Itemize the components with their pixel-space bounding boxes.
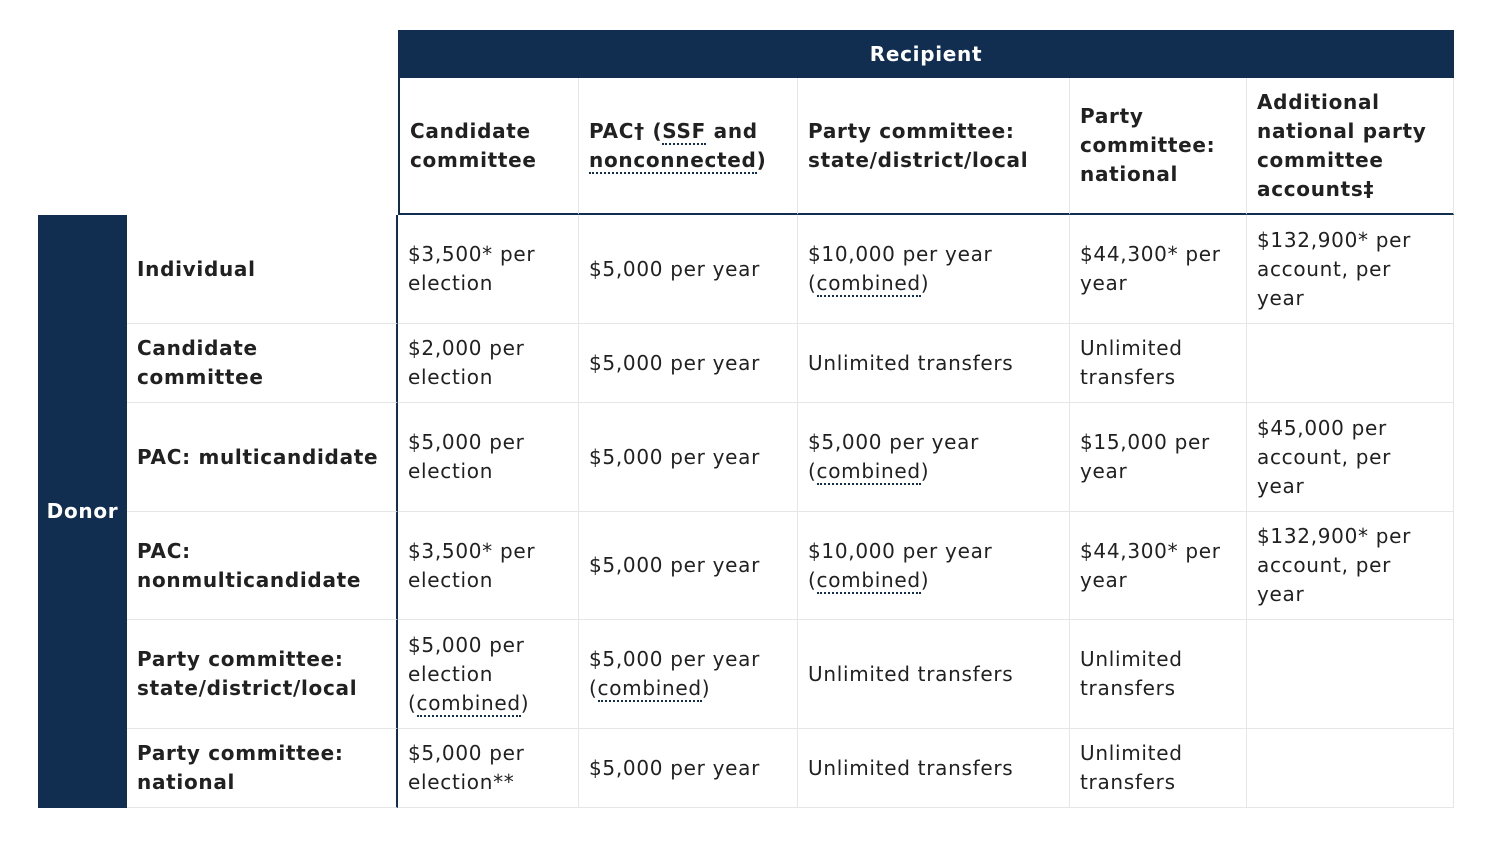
table-cell (398, 620, 579, 729)
cell-text (808, 240, 1059, 298)
text-fragment: $5,000 per year (589, 553, 761, 577)
row-header (127, 729, 398, 808)
abbreviation-term[interactable]: combined (597, 676, 702, 700)
text-fragment: $5,000 per year (589, 444, 761, 469)
recipient-header: Recipient (398, 30, 1454, 78)
column-header-additional-accounts (1247, 78, 1454, 215)
row-header (127, 512, 398, 620)
text-fragment: ) (701, 676, 711, 700)
column-header-pac-ssf-nonconnected (579, 78, 798, 215)
cell-text (589, 645, 787, 703)
table-cell (1247, 215, 1454, 324)
text-fragment: $3,500* per election (408, 538, 536, 592)
table-cell (1247, 324, 1454, 403)
cell-text (408, 334, 568, 392)
table-cell (1070, 403, 1247, 512)
cell-text (808, 117, 1059, 175)
cell-text (1257, 226, 1443, 313)
text-fragment: Unlimited transfers (1080, 741, 1183, 794)
cell-text (589, 349, 760, 378)
text-fragment: Unlimited transfers (808, 755, 1014, 780)
text-fragment: Unlimited transfers (808, 661, 1014, 686)
table-cell (398, 215, 579, 324)
table-cell (1247, 512, 1454, 620)
text-fragment: $10,000 per year ( (808, 538, 993, 592)
table-cell (579, 512, 798, 620)
table-cell (798, 403, 1070, 512)
abbreviation-term[interactable]: combined (816, 271, 921, 295)
cell-text (410, 117, 568, 175)
text-fragment: PAC† ( (589, 118, 663, 143)
cell-text (1080, 537, 1236, 595)
table-cell (1247, 403, 1454, 512)
cell-text (1080, 739, 1236, 797)
text-fragment: $132,900* per account, per year (1257, 227, 1412, 310)
text-fragment: $5,000 per year (589, 350, 761, 375)
column-header-party-national (1070, 78, 1247, 215)
cell-text (808, 428, 1059, 486)
cell-text (408, 428, 568, 486)
cell-text (408, 240, 568, 298)
column-header-party-state-local (798, 78, 1070, 215)
text-fragment: and (705, 118, 758, 143)
cell-text (1080, 102, 1236, 189)
cell-text (1080, 240, 1236, 298)
table-cell (1247, 620, 1454, 729)
cell-text (808, 754, 1013, 783)
cell-text (1080, 334, 1236, 392)
table-cell (798, 620, 1070, 729)
text-fragment: $15,000 per year (1080, 430, 1210, 483)
text-fragment: ) (756, 147, 767, 172)
text-fragment: $5,000 per year ( (808, 430, 980, 483)
cell-text (408, 537, 568, 595)
cell-text (1257, 522, 1443, 609)
text-fragment: Candidate committee (410, 118, 537, 172)
row-header-label: PAC: nonmulticandidate (137, 538, 362, 592)
text-fragment: $5,000 per year (589, 755, 761, 780)
table-cell (1070, 215, 1247, 324)
table-cell (1070, 324, 1247, 403)
text-fragment: Additional national party committee accounts‡ (1257, 89, 1427, 201)
text-fragment: $5,000 per election ( (408, 632, 525, 715)
cell-text (1080, 428, 1236, 486)
cell-text (1257, 414, 1443, 501)
text-fragment: $132,900* per account, per year (1257, 524, 1412, 606)
cell-text (589, 754, 760, 783)
contribution-limits-table (38, 30, 1454, 808)
cell-text (589, 255, 760, 284)
text-fragment: Unlimited transfers (1080, 647, 1183, 700)
abbreviation-term[interactable]: nonconnected (589, 147, 757, 172)
cell-text (589, 551, 760, 580)
table-cell (1070, 512, 1247, 620)
donor-header: Donor (38, 215, 127, 808)
row-header-label: Party committee: state/district/local (137, 647, 358, 700)
table-cell (579, 215, 798, 324)
table-cell (398, 512, 579, 620)
text-fragment: $3,500* per election (408, 242, 536, 295)
cell-text (408, 631, 568, 718)
table-cell (798, 324, 1070, 403)
text-fragment: Party committee: state/district/local (808, 118, 1029, 172)
text-fragment: $5,000 per election (408, 430, 525, 483)
cell-text (1080, 645, 1236, 703)
table-cell (1070, 729, 1247, 808)
table-cell (579, 620, 798, 729)
row-header-label: Candidate committee (137, 336, 264, 389)
table-cell (579, 729, 798, 808)
text-fragment: $44,300* per year (1080, 538, 1221, 592)
text-fragment: ) (520, 690, 530, 715)
text-fragment: $5,000 per year ( (589, 647, 761, 700)
text-fragment: $2,000 per election (408, 336, 525, 389)
row-header-label: PAC: multicandidate (137, 444, 379, 469)
text-fragment: $44,300* per year (1080, 242, 1221, 295)
row-header-label: Party committee: national (137, 741, 344, 794)
table-cell (798, 215, 1070, 324)
cell-text (808, 660, 1013, 689)
abbreviation-term[interactable]: combined (816, 567, 921, 592)
text-fragment: $5,000 per election** (408, 741, 525, 794)
row-header (127, 403, 398, 512)
text-fragment: $10,000 per year ( (808, 242, 993, 295)
cell-text (1257, 88, 1443, 204)
table-cell (398, 729, 579, 808)
table-cell (1070, 620, 1247, 729)
row-header (127, 324, 398, 403)
cell-text (808, 349, 1013, 378)
text-fragment: Unlimited transfers (1080, 336, 1183, 389)
column-header-candidate-committee (398, 78, 579, 215)
abbreviation-term[interactable]: SSF (662, 118, 706, 143)
abbreviation-term[interactable]: combined (416, 690, 521, 715)
text-fragment: ) (920, 459, 930, 483)
cell-text (408, 739, 568, 797)
text-fragment: Unlimited transfers (808, 350, 1014, 375)
table-cell (798, 729, 1070, 808)
text-fragment: ) (920, 567, 930, 592)
table-cell (398, 324, 579, 403)
table-cell (579, 403, 798, 512)
row-header (127, 620, 398, 729)
table-cell (1247, 729, 1454, 808)
cell-text (808, 537, 1059, 595)
cell-text (589, 117, 787, 175)
row-header-label: Individual (137, 256, 256, 281)
abbreviation-term[interactable]: combined (816, 459, 921, 483)
text-fragment: $5,000 per year (589, 256, 761, 281)
text-fragment: $45,000 per account, per year (1257, 415, 1392, 498)
cell-text (589, 443, 760, 472)
text-fragment: Party committee: national (1080, 104, 1216, 186)
table-cell (398, 403, 579, 512)
text-fragment: ) (920, 271, 930, 295)
table-cell (798, 512, 1070, 620)
table-cell (579, 324, 798, 403)
row-header (127, 215, 398, 324)
